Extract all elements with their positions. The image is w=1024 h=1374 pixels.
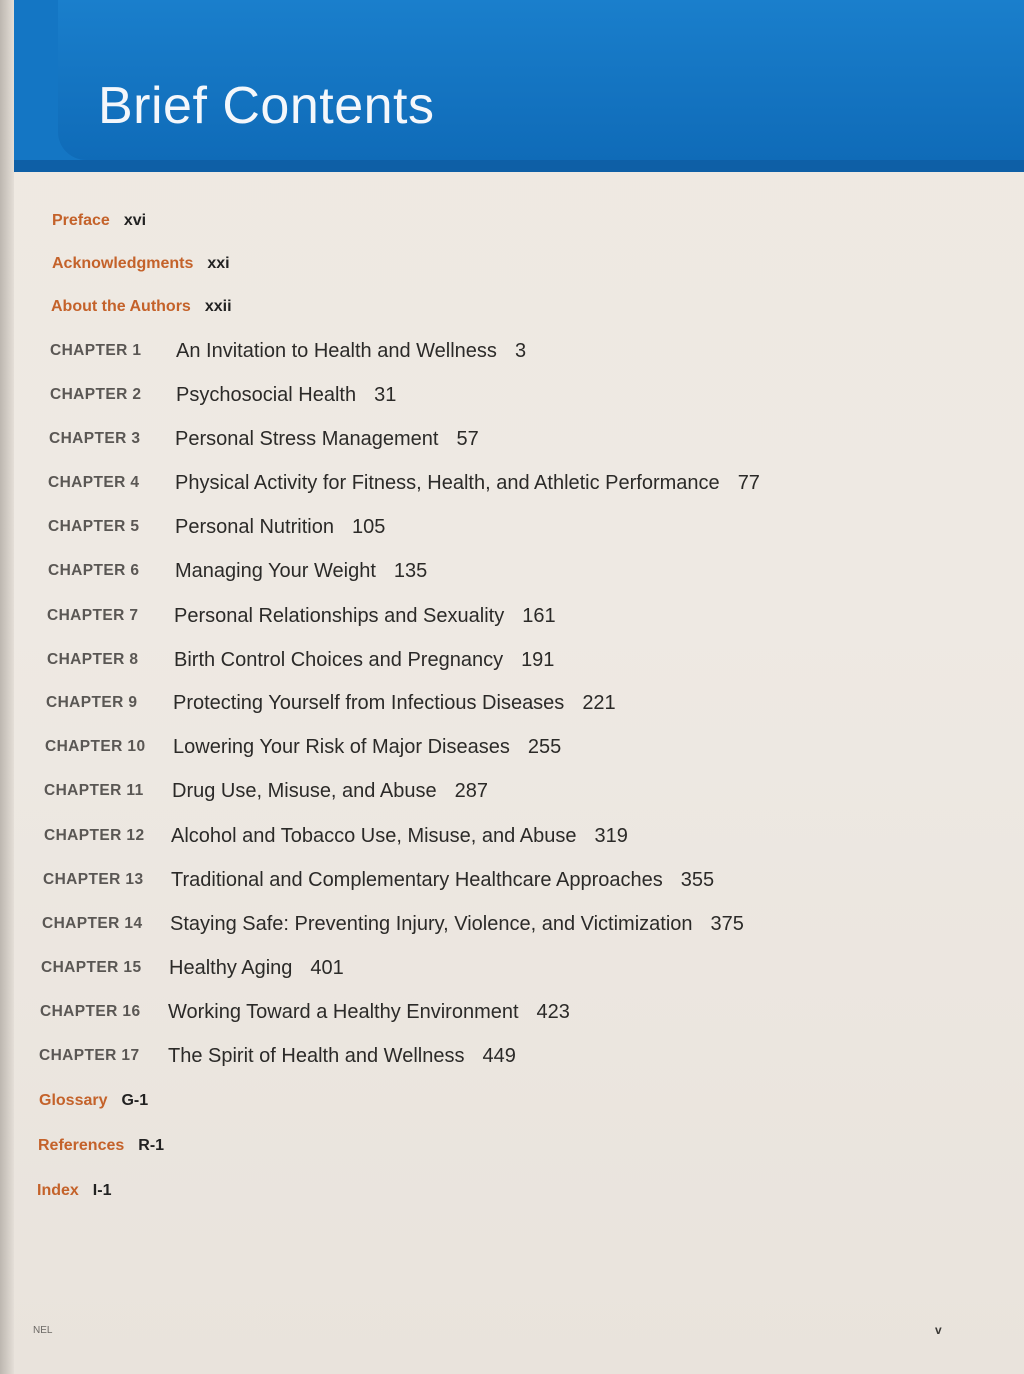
chapter-label: CHAPTER 3 — [49, 430, 141, 447]
chapter-label: CHAPTER 8 — [47, 651, 139, 668]
chapter-page: 287 — [454, 780, 488, 802]
chapter-title-line — [171, 825, 628, 848]
chapter-title: Personal Relationships and Sexuality — [174, 605, 505, 627]
toc-front-page: xxii — [204, 298, 232, 315]
toc-back-label: Glossary — [39, 1092, 108, 1109]
toc-front-label: Acknowledgments — [52, 255, 194, 272]
toc-back-page: I-1 — [92, 1182, 112, 1199]
chapter-label: CHAPTER 10 — [45, 738, 146, 755]
chapter-title-line — [169, 957, 344, 980]
chapter-page: 401 — [310, 957, 344, 979]
chapter-title-line — [174, 605, 556, 628]
toc-front-acknowledgments — [52, 255, 230, 273]
chapter-label: CHAPTER 15 — [41, 959, 142, 976]
toc-back-label: Index — [37, 1182, 79, 1199]
chapter-title-line — [176, 340, 526, 363]
toc-front-about-authors — [51, 298, 232, 316]
chapter-title-line — [175, 428, 479, 451]
page-title: Brief Contents — [98, 77, 435, 135]
chapter-page: 375 — [710, 913, 744, 935]
chapter-label: CHAPTER 12 — [44, 827, 145, 844]
chapter-title: Lowering Your Risk of Major Diseases — [173, 736, 510, 758]
chapter-title: An Invitation to Health and Wellness — [176, 340, 497, 362]
chapter-title-line — [174, 649, 554, 672]
chapter-title: Drug Use, Misuse, and Abuse — [172, 780, 437, 802]
chapter-title-line — [175, 516, 385, 539]
toc-front-page: xvi — [123, 212, 147, 229]
chapter-label: CHAPTER 1 — [50, 342, 142, 359]
chapter-title-line — [168, 1045, 516, 1068]
chapter-label: CHAPTER 17 — [39, 1047, 140, 1064]
page-gutter-shadow — [0, 0, 14, 1374]
toc-front-preface — [52, 212, 146, 230]
chapter-label: CHAPTER 6 — [48, 562, 140, 579]
chapter-label: CHAPTER 11 — [44, 782, 144, 799]
toc-front-page: xxi — [207, 255, 230, 272]
chapter-title-line — [172, 780, 488, 803]
chapter-title: The Spirit of Health and Wellness — [168, 1045, 465, 1067]
toc-front-label: About the Authors — [51, 298, 191, 315]
chapter-title: Healthy Aging — [169, 957, 293, 979]
chapter-label: CHAPTER 5 — [48, 518, 140, 535]
toc-back-page: R-1 — [138, 1137, 165, 1154]
chapter-title-line — [171, 869, 714, 892]
toc-back-references — [38, 1137, 164, 1155]
chapter-title: Managing Your Weight — [175, 560, 376, 582]
chapter-title: Psychosocial Health — [176, 384, 357, 406]
chapter-title: Birth Control Choices and Pregnancy — [174, 649, 504, 671]
chapter-page: 57 — [456, 428, 479, 450]
chapter-title: Traditional and Complementary Healthcare Approaches — [171, 869, 663, 891]
toc-back-glossary — [39, 1092, 148, 1110]
chapter-title: Staying Safe: Preventing Injury, Violence, and Victimization — [170, 913, 693, 935]
chapter-page: 161 — [522, 605, 556, 627]
chapter-label: CHAPTER 7 — [47, 607, 139, 624]
chapter-title: Personal Stress Management — [175, 428, 439, 450]
chapter-title-line — [170, 913, 744, 936]
chapter-page: 191 — [521, 649, 555, 671]
footer-publisher-mark: NEL — [33, 1325, 53, 1336]
chapter-label: CHAPTER 16 — [40, 1003, 141, 1020]
chapter-title: Physical Activity for Fitness, Health, and Athletic Performance — [175, 472, 720, 494]
header-bottom-strip — [14, 160, 1024, 172]
chapter-page: 135 — [393, 560, 428, 582]
chapter-label: CHAPTER 2 — [50, 386, 142, 403]
chapter-label: CHAPTER 9 — [46, 694, 138, 711]
toc-back-page: G-1 — [121, 1092, 149, 1109]
chapter-page: 355 — [680, 869, 715, 891]
chapter-page: 423 — [536, 1001, 570, 1023]
chapter-label: CHAPTER 4 — [48, 474, 140, 491]
chapter-page: 449 — [482, 1045, 516, 1067]
chapter-title: Protecting Yourself from Infectious Diseases — [173, 692, 565, 714]
chapter-page: 105 — [351, 516, 386, 538]
chapter-label: CHAPTER 14 — [42, 915, 143, 932]
chapter-title-line — [175, 472, 760, 495]
chapter-page: 255 — [527, 736, 562, 758]
chapter-title: Alcohol and Tobacco Use, Misuse, and Abuse — [171, 825, 577, 847]
chapter-label: CHAPTER 13 — [43, 871, 144, 888]
chapter-page: 221 — [582, 692, 616, 714]
toc-back-index — [37, 1182, 111, 1200]
chapter-page: 3 — [514, 340, 527, 362]
footer-page-number: v — [935, 1323, 942, 1337]
chapter-title: Personal Nutrition — [175, 516, 334, 538]
chapter-title: Working Toward a Healthy Environment — [168, 1001, 519, 1023]
chapter-page: 31 — [374, 384, 397, 406]
chapter-title-line — [168, 1001, 570, 1024]
toc-back-label: References — [38, 1137, 125, 1154]
chapter-title-line — [173, 692, 616, 715]
chapter-title-line — [175, 560, 427, 583]
chapter-title-line — [173, 736, 561, 759]
chapter-page: 319 — [594, 825, 628, 847]
toc-front-label: Preface — [52, 212, 110, 229]
chapter-page: 77 — [737, 472, 760, 494]
chapter-title-line — [176, 384, 396, 407]
